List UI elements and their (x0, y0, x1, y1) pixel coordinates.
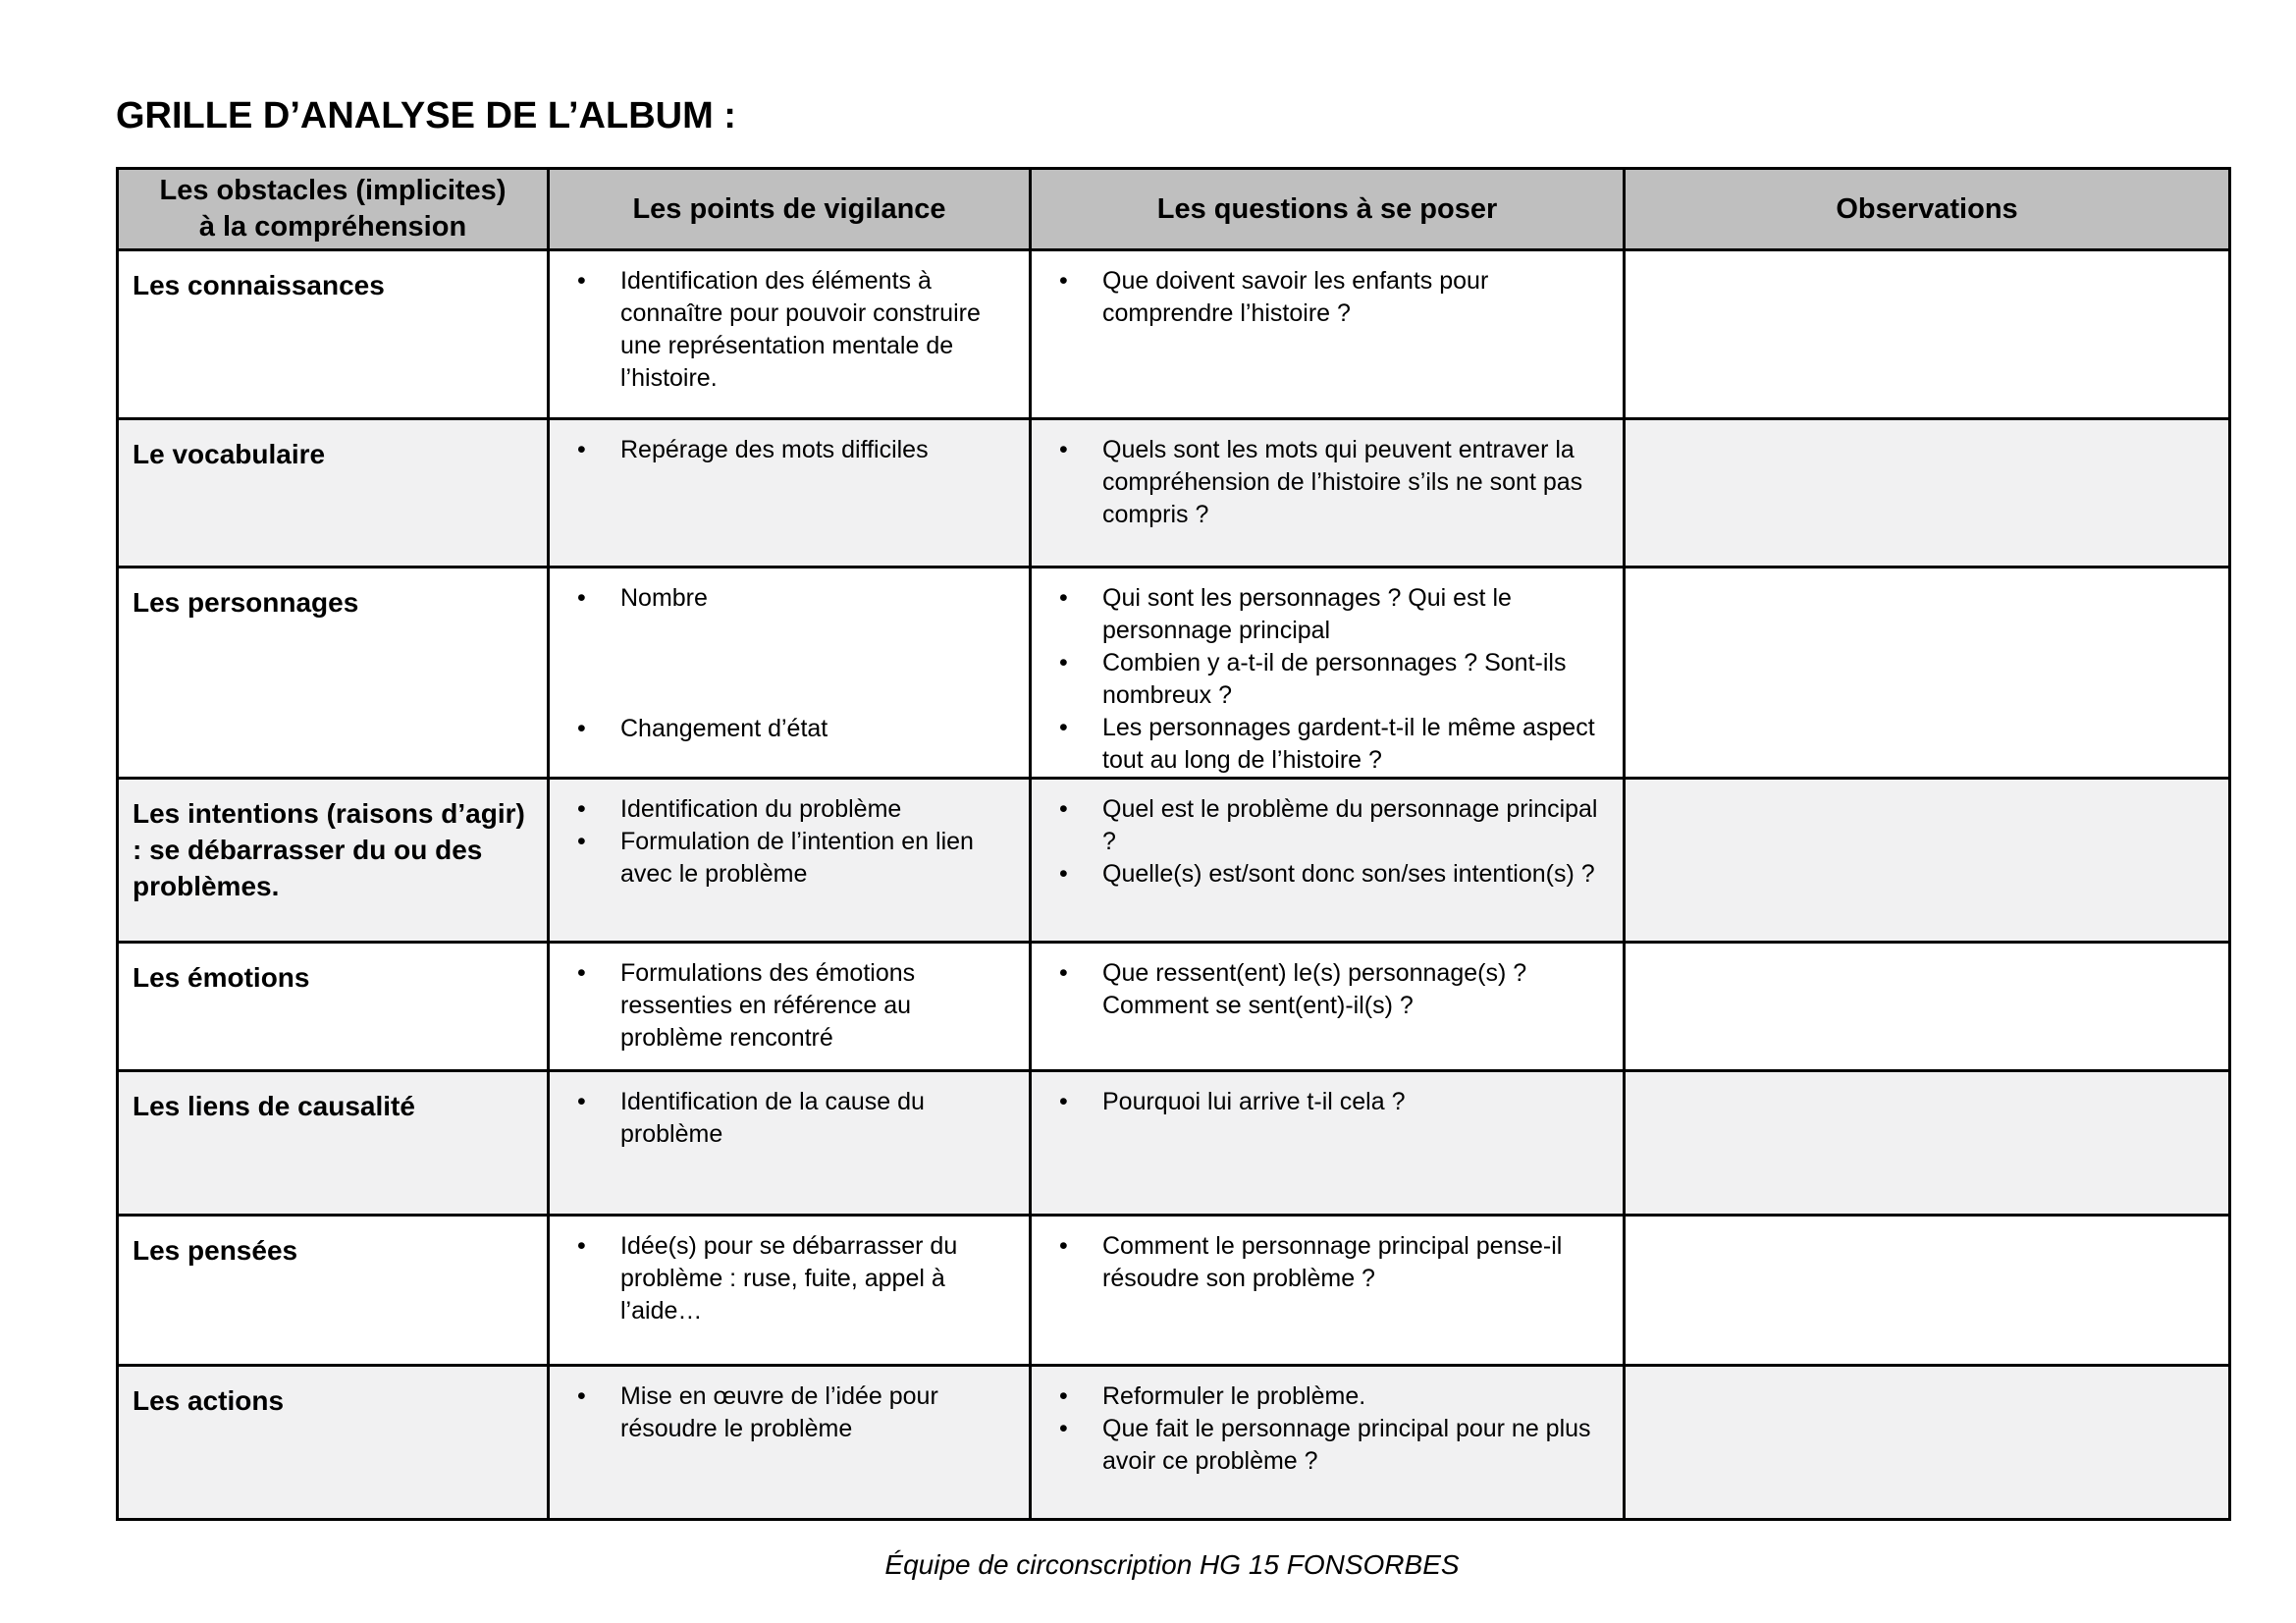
vigilance-list (550, 1230, 1029, 1327)
questions-cell (1031, 1216, 1625, 1366)
table-row-personnages (118, 568, 2230, 779)
obstacle-label: Les intentions (raisons d’agir) : se débarrasser du ou des problèmes. (118, 779, 549, 943)
vigilance-cell (549, 1071, 1031, 1216)
header-observations: Observations (1625, 169, 2230, 250)
vigilance-item: • Changement d’état (550, 713, 1029, 745)
question-item: • Comment le personnage principal pense-il résoudre son problème ? (1032, 1230, 1623, 1295)
vigilance-item: • Formulation de l’intention en lien avec le problème (550, 826, 1029, 891)
observations-cell (1625, 943, 2230, 1071)
table-row-pensees (118, 1216, 2230, 1366)
vigilance-item: • Identification de la cause du problème (550, 1086, 1029, 1151)
header-obstacles-line2: à la compréhension (198, 211, 467, 243)
questions-cell (1031, 1366, 1625, 1520)
question-item: • Que doivent savoir les enfants pour comprendre l’histoire ? (1032, 265, 1623, 330)
header-obstacles (118, 169, 549, 250)
footer-credit: Équipe de circonscription HG 15 FONSORBES (884, 1549, 1460, 1580)
observations-cell (1625, 779, 2230, 943)
obstacle-label: Les émotions (118, 943, 549, 1071)
vigilance-list (550, 1380, 1029, 1445)
vigilance-item: • Repérage des mots difficiles (550, 434, 1029, 466)
observations-cell (1625, 1366, 2230, 1520)
vigilance-list (550, 434, 1029, 466)
obstacle-label: Les connaissances (118, 250, 549, 419)
observations-cell (1625, 419, 2230, 568)
questions-cell (1031, 1071, 1625, 1216)
vigilance-item: • Mise en œuvre de l’idée pour résoudre le problème (550, 1380, 1029, 1445)
question-item: • Pourquoi lui arrive t-il cela ? (1032, 1086, 1623, 1118)
page-title: GRILLE D’ANALYSE DE L’ALBUM : (116, 95, 736, 136)
obstacle-label: Les personnages (118, 568, 549, 779)
table-row-intentions (118, 779, 2230, 943)
questions-list (1032, 434, 1623, 531)
obstacle-label: Les actions (118, 1366, 549, 1520)
vigilance-item: • Identification du problème (550, 793, 1029, 826)
header-obstacles-line1: Les obstacles (implicites) (159, 175, 507, 206)
question-item: • Reformuler le problème. (1032, 1380, 1623, 1413)
questions-list (1032, 957, 1623, 1022)
vigilance-cell (549, 1216, 1031, 1366)
vigilance-list (550, 957, 1029, 1055)
vigilance-list (550, 582, 1029, 745)
obstacle-label: Le vocabulaire (118, 419, 549, 568)
vigilance-list (550, 793, 1029, 891)
vigilance-cell (549, 419, 1031, 568)
vigilance-cell (549, 1366, 1031, 1520)
vigilance-list (550, 1086, 1029, 1151)
questions-cell (1031, 419, 1625, 568)
question-item: • Que ressent(ent) le(s) personnage(s) ? Comment se sent(ent)-il(s) ? (1032, 957, 1623, 1022)
question-item: • Quels sont les mots qui peuvent entraver la compréhension de l’histoire s’ils ne sont pas compris ? (1032, 434, 1623, 531)
observations-cell (1625, 568, 2230, 779)
questions-cell (1031, 943, 1625, 1071)
vigilance-cell (549, 250, 1031, 419)
question-item: • Que fait le personnage principal pour ne plus avoir ce problème ? (1032, 1413, 1623, 1478)
header-vigilance: Les points de vigilance (549, 169, 1031, 250)
question-item: • Quel est le problème du personnage principal ? (1032, 793, 1623, 858)
observations-cell (1625, 1071, 2230, 1216)
question-item: • Les personnages gardent-t-il le même aspect tout au long de l’histoire ? (1032, 712, 1623, 777)
questions-list (1032, 265, 1623, 330)
questions-cell (1031, 779, 1625, 943)
questions-cell (1031, 250, 1625, 419)
obstacle-label: Les liens de causalité (118, 1071, 549, 1216)
header-questions: Les questions à se poser (1031, 169, 1625, 250)
questions-list (1032, 793, 1623, 891)
questions-cell (1031, 568, 1625, 779)
vigilance-cell (549, 943, 1031, 1071)
vigilance-item: • Identification des éléments à connaître pour pouvoir construire une représentation mentale de l’histoire. (550, 265, 1029, 395)
question-item: • Combien y a-t-il de personnages ? Sont-ils nombreux ? (1032, 647, 1623, 712)
vigilance-item: • Formulations des émotions ressenties en référence au problème rencontré (550, 957, 1029, 1055)
vigilance-cell (549, 568, 1031, 779)
analysis-grid (116, 167, 2231, 1521)
questions-list (1032, 1086, 1623, 1118)
vigilance-cell (549, 779, 1031, 943)
table-row-actions (118, 1366, 2230, 1520)
table-row-emotions (118, 943, 2230, 1071)
obstacle-label: Les pensées (118, 1216, 549, 1366)
observations-cell (1625, 250, 2230, 419)
vigilance-item: • Nombre (550, 582, 1029, 615)
question-item: • Quelle(s) est/sont donc son/ses intention(s) ? (1032, 858, 1623, 891)
questions-list (1032, 1380, 1623, 1478)
header-row (118, 169, 2230, 250)
vigilance-list (550, 265, 1029, 395)
table-row-vocabulaire (118, 419, 2230, 568)
table-row-causalite (118, 1071, 2230, 1216)
question-item: • Qui sont les personnages ? Qui est le personnage principal (1032, 582, 1623, 647)
vigilance-item: • Idée(s) pour se débarrasser du problème : ruse, fuite, appel à l’aide… (550, 1230, 1029, 1327)
questions-list (1032, 582, 1623, 777)
questions-list (1032, 1230, 1623, 1295)
table-row-connaissances (118, 250, 2230, 419)
observations-cell (1625, 1216, 2230, 1366)
